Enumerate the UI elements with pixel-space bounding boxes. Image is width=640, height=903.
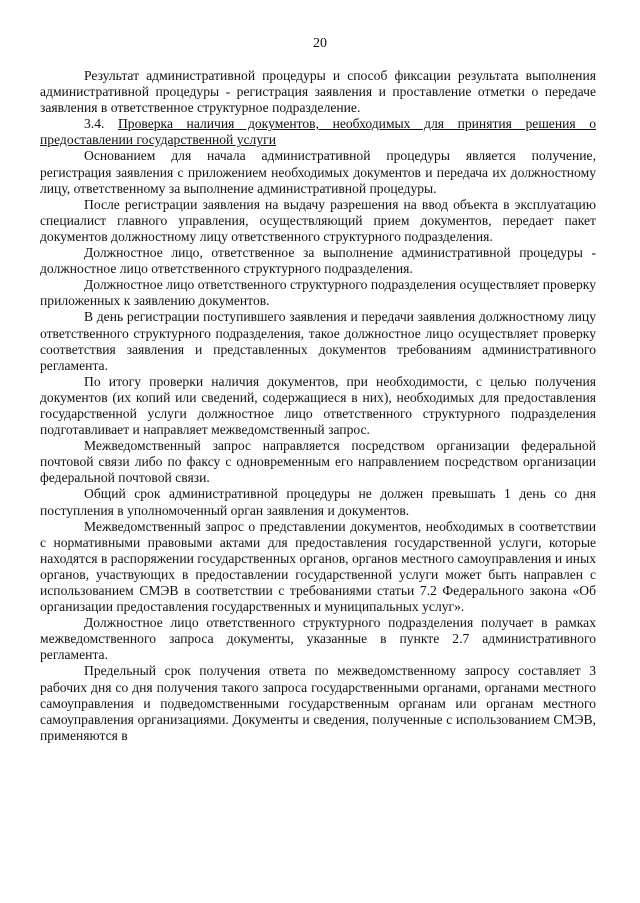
paragraph-response-deadline: Предельный срок получения ответа по межведомственному запросу составляет 3 рабочих дня со дня получения такого запроса государственными органами, органами местного самоуправления и подведомственными государственным органам или органам местного самоуправления организациями. Документы и сведения, полученные с использованием СМЭВ, применяются в <box>40 663 596 743</box>
paragraph-after-registration: После регистрации заявления на выдачу разрешения на ввод объекта в эксплуатацию специалист главного управления, осуществляющий прием документов, передает пакет документов должностному лицу ответственного структурного подразделения. <box>40 196 596 244</box>
paragraph-registration-day: В день регистрации поступившего заявления и передачи заявления должностному лицу ответственного структурного подразделения, такое должностное лицо осуществляет проверку соответствия заявления и представленных документов требованиям административного регламента. <box>40 309 596 373</box>
document-body <box>40 68 596 744</box>
paragraph-basis: Основанием для начала административной процедуры является получение, регистрация заявления с приложением необходимых документов и передача их должностному лицу, ответственному за выполнение административной процедуры. <box>40 148 596 196</box>
page-number: 20 <box>313 36 327 51</box>
paragraph-documents-received: Должностное лицо ответственного структурного подразделения получает в рамках межведомственного запроса документы, указанные в пункте 2.7 административного регламента. <box>40 615 596 663</box>
paragraph-interagency-request-mail: Межведомственный запрос направляется посредством организации федеральной почтовой связи либо по факсу с одновременным его направлением посредством организации федеральной почтовой связи. <box>40 438 596 486</box>
paragraph-procedure-result: Результат административной процедуры и способ фиксации результата выполнения административной процедуры - регистрация заявления и проставление отметки о передаче заявления в ответственное структурное подразделение. <box>40 68 596 116</box>
section-heading-3-4 <box>40 116 596 148</box>
paragraph-verification: Должностное лицо ответственного структурного подразделения осуществляет проверку приложенных к заявлению документов. <box>40 277 596 309</box>
section-title: Проверка наличия документов, необходимых для принятия решения о предоставлении государственной услуги <box>40 116 596 148</box>
section-number: 3.4. <box>84 116 118 132</box>
paragraph-responsible-official: Должностное лицо, ответственное за выполнение административной процедуры - должностное лицо ответственного структурного подразделения. <box>40 245 596 277</box>
paragraph-smev-request: Межведомственный запрос о представлении документов, необходимых в соответствии с нормативными правовыми актами для предоставления государственной услуги, которые находятся в распоряжении государственных органов, органов местного самоуправления и иных органов, участвующих в предоставлении государственной услуги может быть направлен с использованием СМЭВ в соответствии с требованиями статьи 7.2 Федерального закона «Об организации предоставления государственных и муниципальных услуг». <box>40 518 596 615</box>
paragraph-check-result: По итогу проверки наличия документов, при необходимости, с целью получения документов (их копий или сведений, содержащиеся в них), необходимых для предоставления государственной услуги должностное лицо ответственного структурного подразделения подготавливает и направляет межведомственный запрос. <box>40 373 596 438</box>
paragraph-total-term: Общий срок административной процедуры не должен превышать 1 день со дня поступления в уполномоченный орган заявления и документов. <box>40 486 596 518</box>
